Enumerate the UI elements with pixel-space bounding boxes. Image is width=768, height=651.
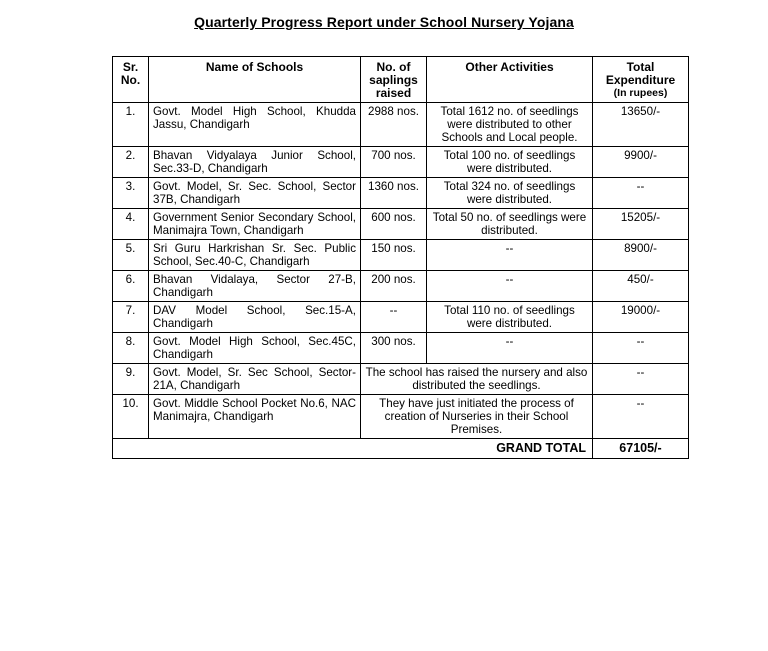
school-cell: Sri Guru Harkrishan Sr. Sec. Public School, Sec.40-C, Chandigarh bbox=[149, 240, 361, 271]
sr-no-cell: 9. bbox=[113, 364, 149, 395]
saplings-cell: 150 nos. bbox=[361, 240, 427, 271]
report-title: Quarterly Progress Report under School Nursery Yojana bbox=[194, 14, 574, 30]
merged-note-cell: The school has raised the nursery and also distributed the seedlings. bbox=[361, 364, 593, 395]
table-row bbox=[113, 395, 689, 439]
school-cell: Bhavan Vidalaya, Sector 27-B, Chandigarh bbox=[149, 271, 361, 302]
activities-cell: -- bbox=[427, 333, 593, 364]
activities-cell: Total 100 no. of seedlings were distributed. bbox=[427, 147, 593, 178]
expenditure-cell: 13650/- bbox=[593, 103, 689, 147]
saplings-cell: 1360 nos. bbox=[361, 178, 427, 209]
col-header-expenditure-unit: (In rupees) bbox=[613, 87, 668, 99]
school-cell: Govt. Model High School, Khudda Jassu, Chandigarh bbox=[149, 103, 361, 147]
col-header-saplings: No. of saplings raised bbox=[361, 57, 427, 103]
table-row bbox=[113, 209, 689, 240]
school-cell: DAV Model School, Sec.15-A, Chandigarh bbox=[149, 302, 361, 333]
activities-cell: Total 110 no. of seedlings were distributed. bbox=[427, 302, 593, 333]
school-cell: Govt. Model, Sr. Sec School, Sector-21A, Chandigarh bbox=[149, 364, 361, 395]
table-row bbox=[113, 333, 689, 364]
expenditure-cell: 19000/- bbox=[593, 302, 689, 333]
col-header-sr-no: Sr. No. bbox=[113, 57, 149, 103]
sr-no-cell: 4. bbox=[113, 209, 149, 240]
expenditure-cell: 8900/- bbox=[593, 240, 689, 271]
grand-total-label: GRAND TOTAL bbox=[113, 439, 593, 459]
school-cell: Bhavan Vidyalaya Junior School, Sec.33-D, Chandigarh bbox=[149, 147, 361, 178]
expenditure-cell: -- bbox=[593, 178, 689, 209]
sr-no-cell: 8. bbox=[113, 333, 149, 364]
sr-no-cell: 5. bbox=[113, 240, 149, 271]
sr-no-cell: 2. bbox=[113, 147, 149, 178]
sr-no-cell: 1. bbox=[113, 103, 149, 147]
sr-no-cell: 7. bbox=[113, 302, 149, 333]
saplings-cell: -- bbox=[361, 302, 427, 333]
school-cell: Govt. Middle School Pocket No.6, NAC Manimajra, Chandigarh bbox=[149, 395, 361, 439]
table-row bbox=[113, 302, 689, 333]
col-header-activities: Other Activities bbox=[427, 57, 593, 103]
saplings-cell: 300 nos. bbox=[361, 333, 427, 364]
school-cell: Govt. Model High School, Sec.45C, Chandigarh bbox=[149, 333, 361, 364]
school-cell: Govt. Model, Sr. Sec. School, Sector 37B, Chandigarh bbox=[149, 178, 361, 209]
expenditure-cell: 9900/- bbox=[593, 147, 689, 178]
sr-no-cell: 6. bbox=[113, 271, 149, 302]
table-row bbox=[113, 147, 689, 178]
expenditure-cell: -- bbox=[593, 364, 689, 395]
grand-total-value: 67105/- bbox=[593, 439, 689, 459]
expenditure-cell: 450/- bbox=[593, 271, 689, 302]
school-cell: Government Senior Secondary School, Manimajra Town, Chandigarh bbox=[149, 209, 361, 240]
saplings-cell: 200 nos. bbox=[361, 271, 427, 302]
col-header-expenditure bbox=[593, 57, 689, 103]
expenditure-cell: -- bbox=[593, 333, 689, 364]
activities-cell: Total 50 no. of seedlings were distributed. bbox=[427, 209, 593, 240]
activities-cell: Total 1612 no. of seedlings were distributed to other Schools and Local people. bbox=[427, 103, 593, 147]
activities-cell: Total 324 no. of seedlings were distributed. bbox=[427, 178, 593, 209]
table-row bbox=[113, 364, 689, 395]
table-row bbox=[113, 103, 689, 147]
grand-total-row bbox=[113, 439, 689, 459]
col-header-school: Name of Schools bbox=[149, 57, 361, 103]
saplings-cell: 700 nos. bbox=[361, 147, 427, 178]
merged-note-cell: They have just initiated the process of creation of Nurseries in their School Premises. bbox=[361, 395, 593, 439]
saplings-cell: 2988 nos. bbox=[361, 103, 427, 147]
saplings-cell: 600 nos. bbox=[361, 209, 427, 240]
sr-no-cell: 10. bbox=[113, 395, 149, 439]
activities-cell: -- bbox=[427, 240, 593, 271]
table-row bbox=[113, 240, 689, 271]
expenditure-cell: -- bbox=[593, 395, 689, 439]
col-header-expenditure-label: Total Expenditure bbox=[605, 60, 676, 87]
activities-cell: -- bbox=[427, 271, 593, 302]
table-row bbox=[113, 178, 689, 209]
table-row bbox=[113, 271, 689, 302]
sr-no-cell: 3. bbox=[113, 178, 149, 209]
header-row bbox=[113, 57, 689, 103]
expenditure-cell: 15205/- bbox=[593, 209, 689, 240]
progress-table bbox=[112, 56, 689, 459]
